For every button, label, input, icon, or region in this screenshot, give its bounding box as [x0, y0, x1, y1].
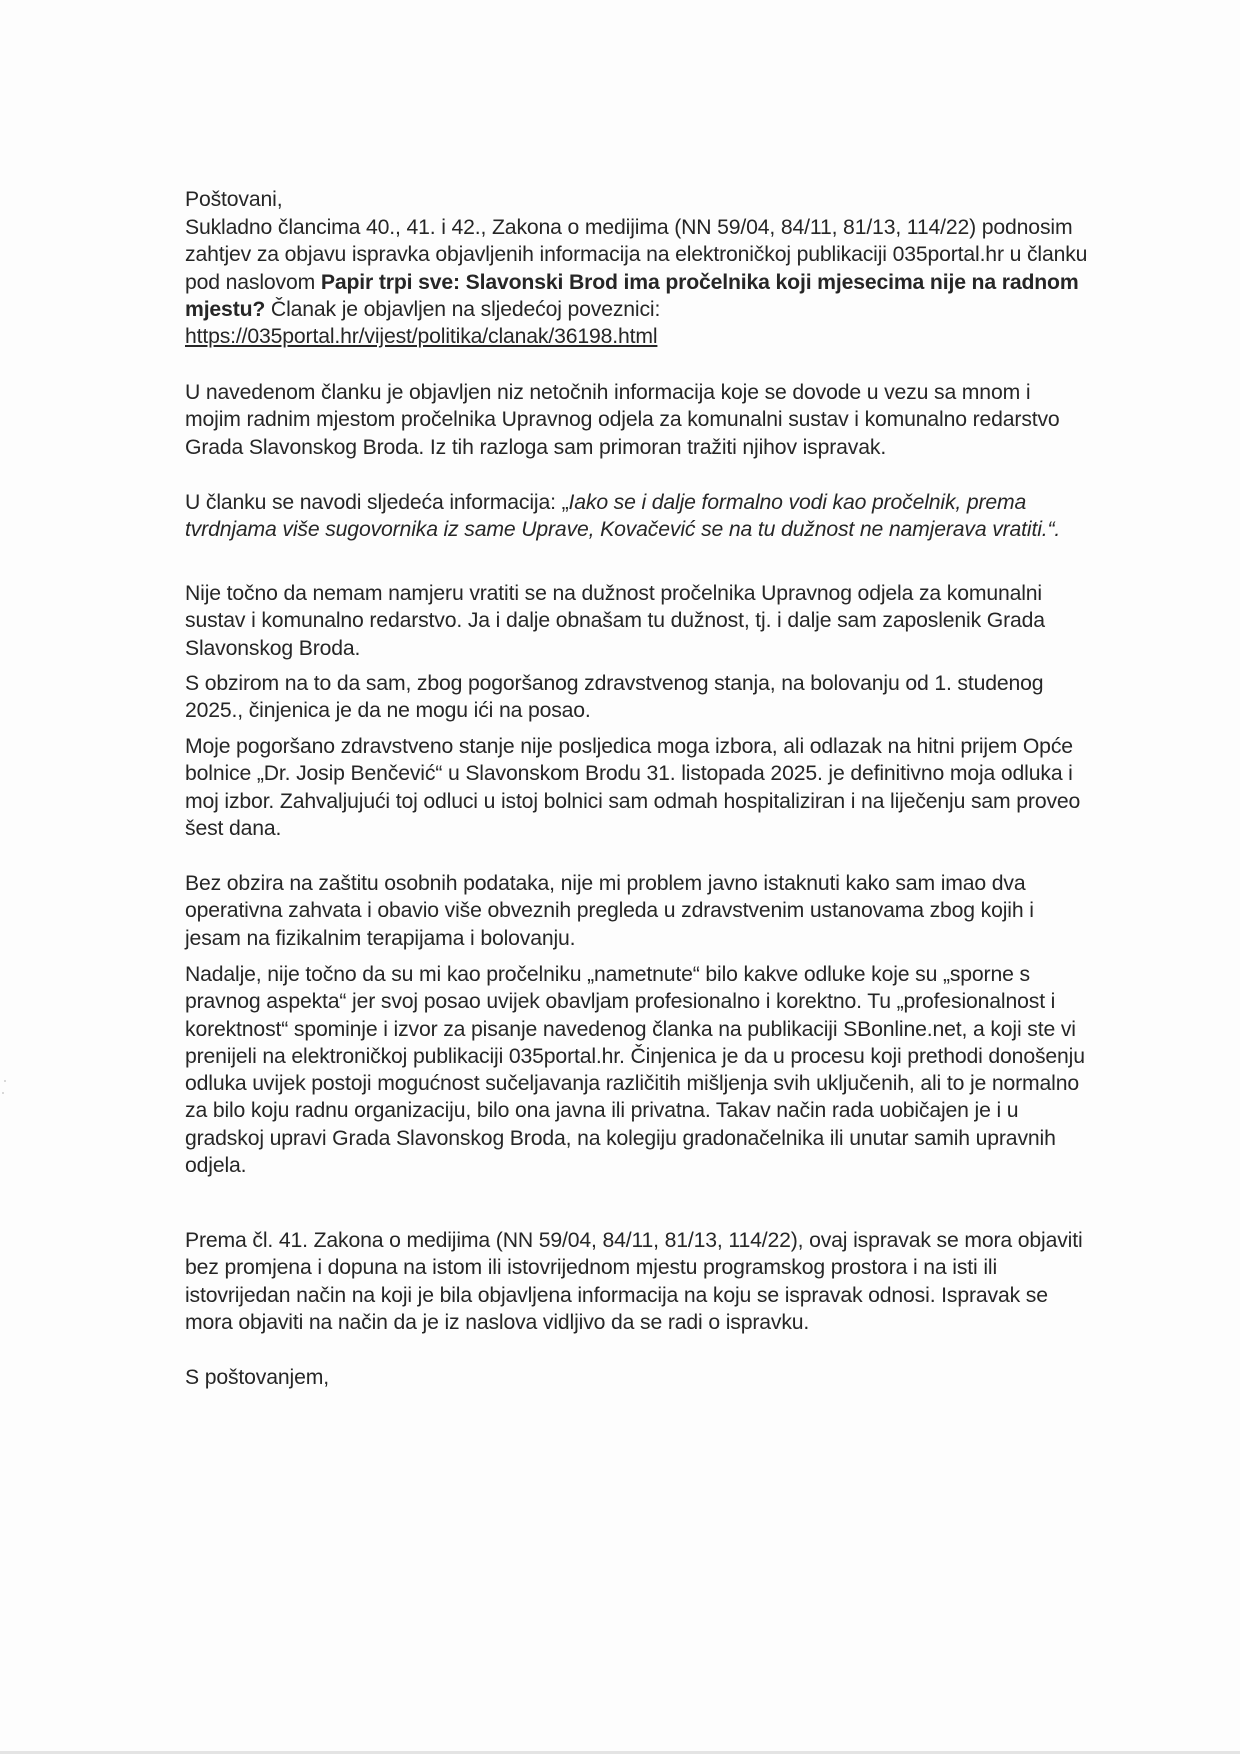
paragraph-legal-requirement: Prema čl. 41. Zakona o medijima (NN 59/04, 84/11, 81/13, 114/22), ovaj ispravak se mora objaviti bez promjena i dopuna na istom ili istovrijednom mjestu programskog prostora i na isti ili istovrijedan način na koji je bila objavljena informacija na koju se ispravak odnosi. Ispravak se mora objaviti na način da je iz naslova vidljivo da se radi o ispravku.	[185, 1229, 1083, 1334]
paragraph-request	[185, 214, 1090, 350]
article-title: Papir trpi sve: Slavonski Brod ima pročelnika koji mjesecima nije na radnom mjestu?	[185, 270, 1079, 321]
paragraph-health-details: Bez obzira na zaštitu osobnih podataka, nije mi problem javno istaknuti kako sam imao dva operativna zahvata i obavio više obveznih pregleda u zdravstvenim ustanovama zbog kojih i jesam na fizikalnim terapijama i bolovanju.	[185, 872, 1034, 950]
quote-intro: U članku se navodi sljedeća informacija: „	[185, 491, 569, 514]
scan-speck	[4, 1080, 6, 1082]
scan-speck	[2, 1092, 4, 1094]
paragraph-sick-leave: S obzirom na to da sam, zbog pogoršanog zdravstvenog stanja, na bolovanju od 1. studenog 2025., činjenica je da ne mogu ići na posao.	[185, 672, 1044, 723]
paragraph-inaccuracies: U navedenom članku je objavljen niz netočnih informacija koje se dovode u vezu sa mnom i mojim radnim mjestom pročelnika Upravnog odjela za komunalni sustav i komunalno redarstvo Grada Slavonskog Broda. Iz tih razloga sam primoran tražiti njihov ispravak.	[185, 381, 1060, 459]
quote-end: “.	[1047, 518, 1061, 542]
quoted-text: Iako se i dalje formalno vodi kao pročelnik, prema tvrdnjama više sugovornika iz same Uprave, Kovačević se na tu dužnost ne namjerava vratiti.	[185, 491, 1048, 542]
paragraph-decisions: Nadalje, nije točno da su mi kao pročelniku „nametnute“ bilo kakve odluke koje su „sporne s pravnog aspekta“ jer svoj posao uvijek obavljam profesionalno i korektno. Tu „profesionalnost i korektnost“ spominje i izvor za pisanje navedenog članka na publikaciji SBonline.net, a koji ste vi prenijeli na elektroničkoj publikaciji 035portal.hr. Činjenica je da u procesu koji prethodi donošenju odluka uvijek postoji mogućnost sučeljavanja različitih mišljenja svih uključenih, ali to je normalno za bilo koju radnu organizaciju, bilo ona javna ili privatna. Takav način rada uobičajen je i u gradskoj upravi Grada Slavonskog Broda, na kolegiju gradonačelnika ili unutar samih upravnih odjela.	[185, 963, 1085, 1178]
request-intro: Sukladno člancima 40., 41. i 42., Zakona o medijima (NN 59/04, 84/11, 81/13, 114/22) podnosim zahtjev za objavu ispravka objavljenih informacija na elektroničkoj publikaciji 035portal.hr u članku pod naslovom	[185, 216, 1088, 294]
request-mid: Članak je objavljen na sljedećoj poveznici:	[265, 297, 661, 321]
article-link[interactable]: https://035portal.hr/vijest/politika/clanak/36198.html	[185, 325, 658, 349]
paragraph-denial: Nije točno da nemam namjeru vratiti se na dužnost pročelnika Upravnog odjela za komunalni sustav i komunalno redarstvo. Ja i dalje obnašam tu dužnost, tj. i dalje sam zaposlenik Grada Slavonskog Broda.	[185, 582, 1045, 660]
closing: S poštovanjem,	[185, 1366, 329, 1389]
paragraph-hospital: Moje pogoršano zdravstveno stanje nije posljedica moga izbora, ali odlazak na hitni prijem Opće bolnice „Dr. Josip Benčević“ u Slavonskom Brodu 31. listopada 2025. je definitivno moja odluka i moj izbor. Zahvaljujući toj odluci u istoj bolnici sam odmah hospitaliziran i na liječenju sam proveo šest dana.	[185, 735, 1081, 840]
paragraph-quote	[185, 489, 1090, 544]
greeting: Poštovani,	[185, 188, 283, 211]
